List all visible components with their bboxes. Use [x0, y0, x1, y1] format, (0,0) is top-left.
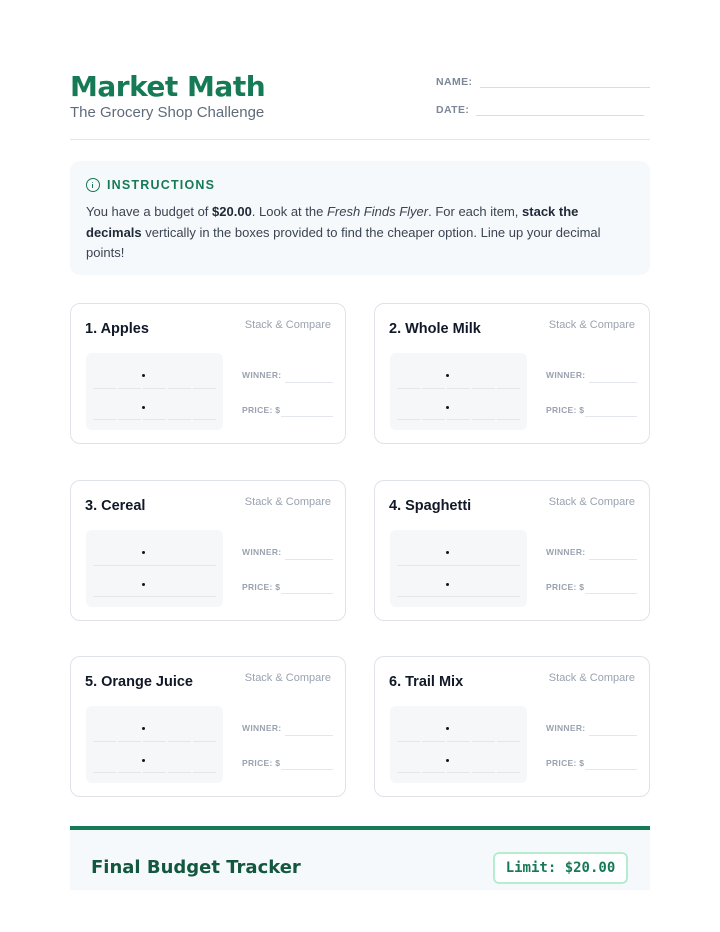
- winner-line[interactable]: [285, 382, 333, 383]
- stack-compare-tag: Stack & Compare: [244, 319, 331, 331]
- decimal-point: [142, 583, 145, 586]
- date-label: DATE:: [436, 104, 470, 116]
- price-label: PRICE: $: [242, 405, 281, 415]
- item-card-trail-mix: [374, 656, 650, 797]
- stack-phrase: stack the decimals: [86, 204, 579, 240]
- winner-line[interactable]: [589, 382, 637, 383]
- instr-part: . For each item,: [428, 204, 523, 219]
- digit-row[interactable]: [93, 772, 216, 773]
- digit-row[interactable]: [397, 772, 520, 773]
- winner-label: WINNER:: [242, 547, 282, 557]
- decimal-stack-box[interactable]: [390, 706, 527, 783]
- item-title: 2. Whole Milk: [389, 321, 481, 337]
- decimal-point: [446, 406, 449, 409]
- name-line[interactable]: [480, 74, 650, 88]
- winner-line[interactable]: [589, 559, 637, 560]
- item-title: 5. Orange Juice: [85, 674, 193, 690]
- winner-label: WINNER:: [242, 723, 282, 733]
- decimal-point: [142, 759, 145, 762]
- price-line[interactable]: [585, 416, 637, 417]
- budget-amount: $20.00: [212, 204, 252, 219]
- decimal-point: [446, 551, 449, 554]
- item-card-orange-juice: [70, 656, 346, 797]
- price-line[interactable]: [585, 593, 637, 594]
- digit-row[interactable]: [93, 596, 216, 597]
- item-title: 4. Spaghetti: [389, 498, 472, 514]
- instructions-heading: [86, 177, 634, 193]
- decimal-point: [446, 727, 449, 730]
- info-icon: [86, 178, 100, 192]
- instructions-text: [86, 202, 634, 264]
- item-title: 6. Trail Mix: [389, 674, 464, 690]
- item-card-whole-milk: [374, 303, 650, 444]
- date-line[interactable]: [476, 102, 644, 116]
- decimal-point: [446, 759, 449, 762]
- digit-row[interactable]: [93, 388, 216, 389]
- price-label: PRICE: $: [546, 582, 585, 592]
- digit-row[interactable]: [93, 419, 216, 420]
- winner-line[interactable]: [285, 735, 333, 736]
- decimal-stack-box[interactable]: [86, 530, 223, 607]
- price-label: PRICE: $: [242, 758, 281, 768]
- price-label: PRICE: $: [242, 582, 281, 592]
- date-field[interactable]: [436, 102, 644, 116]
- item-title: 1. Apples: [85, 321, 149, 337]
- digit-row[interactable]: [397, 419, 520, 420]
- stack-compare-tag: Stack & Compare: [244, 496, 331, 508]
- digit-row[interactable]: [93, 565, 216, 566]
- winner-line[interactable]: [589, 735, 637, 736]
- digit-row[interactable]: [397, 596, 520, 597]
- item-card-apples: [70, 303, 346, 444]
- price-line[interactable]: [281, 593, 333, 594]
- price-line[interactable]: [281, 769, 333, 770]
- decimal-point: [446, 374, 449, 377]
- budget-tracker: [70, 826, 650, 890]
- digit-row[interactable]: [397, 388, 520, 389]
- stack-compare-tag: Stack & Compare: [548, 319, 635, 331]
- decimal-point: [142, 374, 145, 377]
- decimal-point: [142, 727, 145, 730]
- flyer-name: Fresh Finds Flyer: [326, 204, 429, 219]
- item-card-cereal: [70, 480, 346, 621]
- instr-part: vertically in the boxes provided to find the cheaper option. Line up your decimal points!: [86, 224, 601, 260]
- decimal-point: [446, 583, 449, 586]
- digit-row[interactable]: [397, 565, 520, 566]
- digit-row[interactable]: [93, 741, 216, 742]
- decimal-stack-box[interactable]: [390, 530, 527, 607]
- instr-part: . Look at the: [251, 204, 327, 219]
- price-label: PRICE: $: [546, 405, 585, 415]
- name-label: NAME:: [436, 76, 473, 88]
- decimal-stack-box[interactable]: [390, 353, 527, 430]
- stack-compare-tag: Stack & Compare: [548, 672, 635, 684]
- item-title: 3. Cereal: [85, 498, 146, 514]
- decimal-point: [142, 551, 145, 554]
- name-field[interactable]: [436, 74, 650, 88]
- tracker-title: Final Budget Tracker: [91, 857, 301, 878]
- winner-label: WINNER:: [546, 370, 586, 380]
- price-line[interactable]: [281, 416, 333, 417]
- price-label: PRICE: $: [546, 758, 585, 768]
- decimal-point: [142, 406, 145, 409]
- decimal-stack-box[interactable]: [86, 706, 223, 783]
- decimal-stack-box[interactable]: [86, 353, 223, 430]
- stack-compare-tag: Stack & Compare: [548, 496, 635, 508]
- instructions-title: INSTRUCTIONS: [107, 178, 216, 192]
- digit-row[interactable]: [397, 741, 520, 742]
- stack-compare-tag: Stack & Compare: [244, 672, 331, 684]
- worksheet-header: [70, 66, 650, 140]
- winner-label: WINNER:: [546, 723, 586, 733]
- price-line[interactable]: [585, 769, 637, 770]
- instructions-panel: [70, 161, 650, 275]
- winner-label: WINNER:: [242, 370, 282, 380]
- page-subtitle: The Grocery Shop Challenge: [70, 104, 265, 121]
- instr-part: You have a budget of: [86, 204, 213, 219]
- winner-label: WINNER:: [546, 547, 586, 557]
- budget-limit-badge: Limit: $20.00: [493, 852, 628, 884]
- winner-line[interactable]: [285, 559, 333, 560]
- item-card-spaghetti: [374, 480, 650, 621]
- page-title: Market Math: [70, 70, 266, 103]
